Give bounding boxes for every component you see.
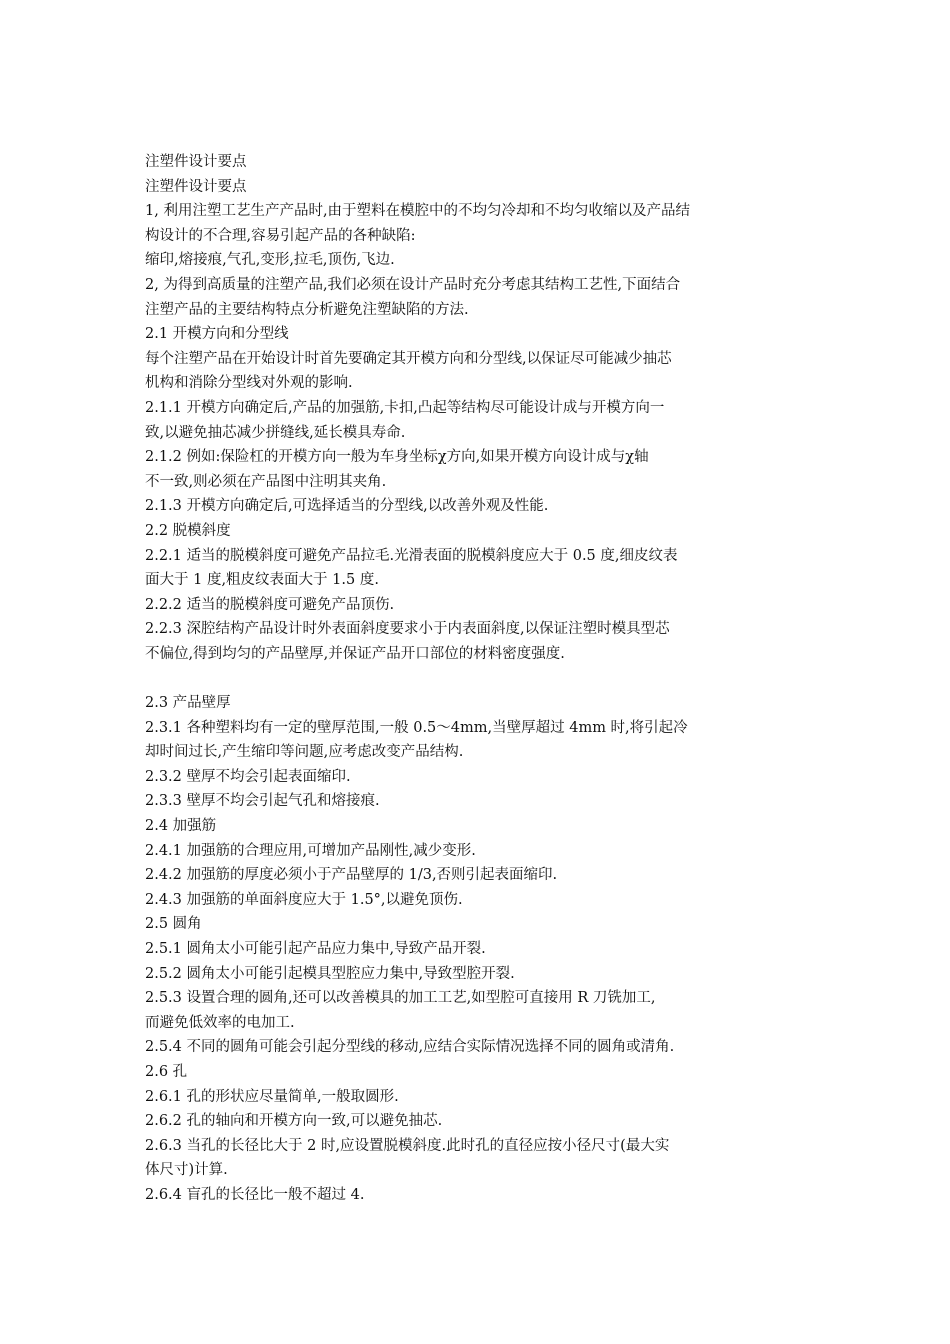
- text-line: 2.1 开模方向和分型线: [145, 326, 289, 343]
- text-line: 每个注塑产品在开始设计时首先要确定其开模方向和分型线,以保证尽可能减少抽芯: [145, 350, 672, 367]
- text-line: 2.3.3 壁厚不均会引起气孔和熔接痕.: [145, 793, 380, 810]
- text-line: 不一致,则必须在产品图中注明其夹角.: [145, 473, 387, 490]
- text-line: 致,以避免抽芯减少拼缝线,延长模具寿命.: [145, 424, 406, 441]
- text-line: 缩印,熔接痕,气孔,变形,拉毛,顶伤,飞边.: [145, 252, 395, 269]
- text-line: 2.1.2 例如:保险杠的开模方向一般为车身坐标χ方向,如果开模方向设计成与χ轴: [145, 449, 649, 466]
- text-line: 2.5.3 设置合理的圆角,还可以改善模具的加工工艺,如型腔可直接用 R 刀铣加工,: [145, 990, 656, 1007]
- text-line: 构设计的不合理,容易引起产品的各种缺陷:: [145, 227, 416, 244]
- text-line: 2.6.3 当孔的长径比大于 2 时,应设置脱模斜度.此时孔的直径应按小径尺寸(最大实: [145, 1137, 670, 1154]
- text-line: 2.2.3 深腔结构产品设计时外表面斜度要求小于内表面斜度,以保证注塑时模具型芯: [145, 621, 670, 638]
- blank-line: [145, 666, 785, 691]
- text-line: 2.4.1 加强筋的合理应用,可增加产品刚性,减少变形.: [145, 842, 476, 859]
- document-body: [145, 150, 785, 1208]
- text-line: 2.6.2 孔的轴向和开模方向一致,可以避免抽芯.: [145, 1113, 443, 1130]
- text-line: 2.2.2 适当的脱模斜度可避免产品顶伤.: [145, 596, 395, 613]
- text-line: 2.3.2 壁厚不均会引起表面缩印.: [145, 768, 351, 785]
- text-line: 2.4.3 加强筋的单面斜度应大于 1.5°,以避免顶伤.: [145, 891, 463, 908]
- text-line: 2.5.4 不同的圆角可能会引起分型线的移动,应结合实际情况选择不同的圆角或清角.: [145, 1039, 675, 1056]
- text-line: 2.5.1 圆角太小可能引起产品应力集中,导致产品开裂.: [145, 941, 486, 957]
- text-line: 2.3.1 各种塑料均有一定的壁厚范围,一般 0.5～4mm,当壁厚超过 4mm 时,将引起冷: [145, 719, 688, 736]
- text-line: 不偏位,得到均匀的产品壁厚,并保证产品开口部位的材料密度强度.: [145, 645, 565, 662]
- text-line: 而避免低效率的电加工.: [145, 1014, 295, 1031]
- text-line: 2.4 加强筋: [145, 818, 217, 835]
- text-line: 面大于 1 度,粗皮纹表面大于 1.5 度.: [145, 572, 379, 589]
- text-line: 2.6.4 盲孔的长径比一般不超过 4.: [145, 1186, 365, 1203]
- text-line: 2.3 产品壁厚: [145, 695, 231, 712]
- text-line: 2.2.1 适当的脱模斜度可避免产品拉毛.光滑表面的脱模斜度应大于 0.5 度,细皮纹表: [145, 547, 678, 564]
- document-title: 注塑件设计要点: [145, 178, 247, 195]
- text-line: 2.5.2 圆角太小可能引起模具型腔应力集中,导致型腔开裂.: [145, 965, 515, 982]
- text-line: 1, 利用注塑工艺生产产品时,由于塑料在模腔中的不均匀冷却和不均匀收缩以及产品结: [145, 203, 691, 220]
- text-line: 2.6.1 孔的形状应尽量简单,一般取圆形.: [145, 1088, 399, 1105]
- text-line: 2.1.3 开模方向确定后,可选择适当的分型线,以改善外观及性能.: [145, 498, 549, 515]
- document-title: 注塑件设计要点: [145, 154, 247, 170]
- text-line: 2, 为得到高质量的注塑产品,我们必须在设计产品时充分考虑其结构工艺性,下面结合: [145, 276, 681, 293]
- text-line: 2.4.2 加强筋的厚度必须小于产品壁厚的 1/3,否则引起表面缩印.: [145, 867, 558, 884]
- text-line: 注塑产品的主要结构特点分析避免注塑缺陷的方法.: [145, 301, 469, 318]
- text-line: 体尺寸)计算.: [145, 1162, 228, 1179]
- text-line: 机构和消除分型线对外观的影响.: [145, 375, 353, 392]
- text-line: 2.5 圆角: [145, 916, 202, 933]
- text-line: 2.6 孔: [145, 1063, 188, 1080]
- text-line: 却时间过长,产生缩印等问题,应考虑改变产品结构.: [145, 744, 464, 761]
- text-line: 2.1.1 开模方向确定后,产品的加强筋,卡扣,凸起等结构尽可能设计成与开模方向一: [145, 399, 665, 416]
- text-line: 2.2 脱模斜度: [145, 522, 231, 539]
